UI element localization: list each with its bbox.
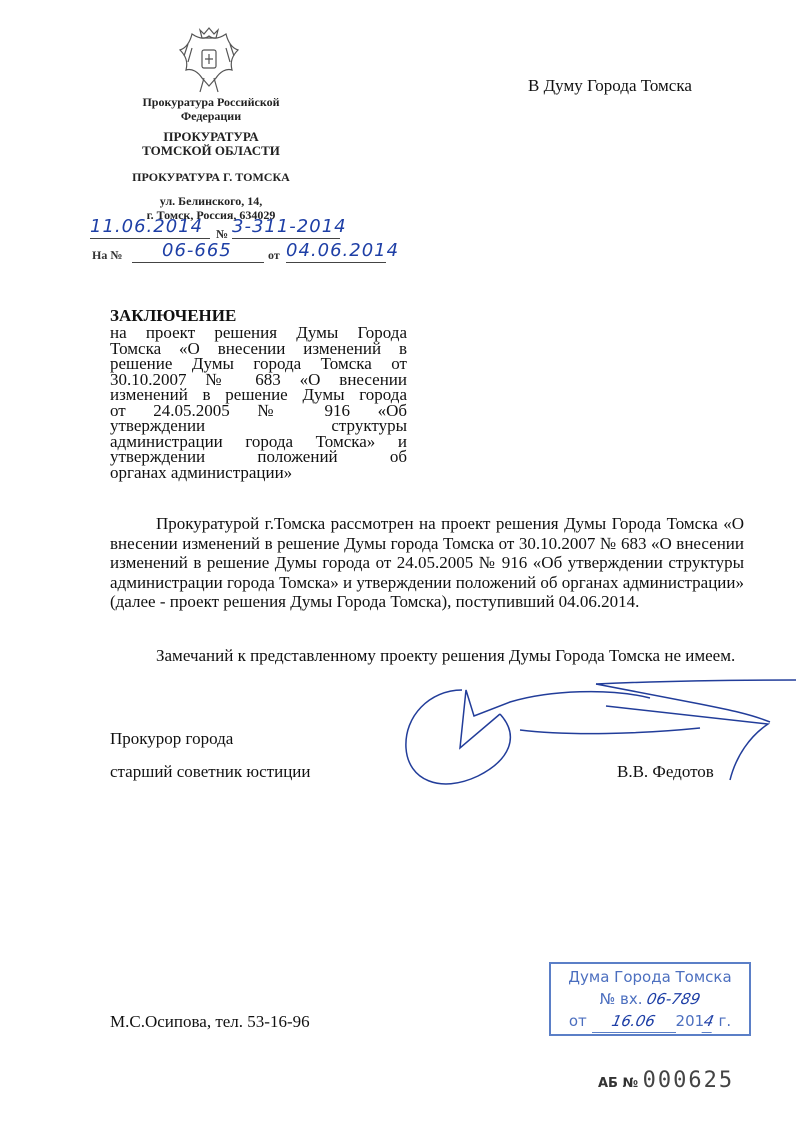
city-prosecutor: ПРОКУРАТУРА Г. ТОМСКА — [132, 170, 290, 184]
out-number-label: № — [216, 227, 229, 241]
subject-line: на проект решения Думы Города — [110, 323, 407, 342]
serial-label: АБ № — [598, 1076, 639, 1091]
org-line-2: Федерации — [180, 109, 242, 123]
subject-line: 30.10.2007 № 683 «О внесении — [110, 369, 407, 389]
subject-line: утверждении положений об — [110, 447, 407, 466]
org-name — [116, 95, 306, 123]
in-reply-label: На № — [92, 248, 123, 262]
executor-contact: М.С.Осипова, тел. 53-16-96 — [110, 1012, 310, 1031]
stamp-date-line — [592, 1010, 676, 1033]
signatory-position-1: Прокурор города — [110, 729, 234, 748]
signatory-name: В.В. Федотов — [617, 762, 714, 781]
out-number: 3-311-2014 — [232, 216, 347, 237]
in-reply-date-line — [286, 240, 400, 263]
subject-line: Томска «О внесении изменений в — [110, 338, 407, 358]
body-paragraph-1: Прокуратурой г.Томска рассмотрен на проект решения Думы Города Томска «О внесении изменений в решение Думы города Томска от 30.10.2007 № 683 «О внесении изменений в решение Думы города от 24.05.2005 № 916 «Об утверждении структуры администрации города Томска» и утверждении положений об органах администрации» (далее - проект решения Думы Города Томска), поступивший 04.06.2014. — [110, 514, 744, 611]
document-title: ЗАКЛЮЧЕНИЕ — [110, 306, 237, 325]
stamp-date: 16.06 — [610, 1012, 657, 1030]
region-name — [116, 130, 306, 158]
stamp-number-label: № вх. — [599, 990, 643, 1008]
stamp-number: 06-789 — [645, 990, 703, 1008]
in-reply-date-label: от — [268, 248, 280, 262]
region-line-2: ТОМСКОЙ ОБЛАСТИ — [142, 143, 280, 158]
stamp-org: Дума Города Томска — [568, 968, 732, 986]
addressee: В Думу Города Томска — [528, 76, 692, 95]
address-line-2: г. Томск, Россия, 634029 — [146, 208, 276, 222]
stamp-date-suffix: г. — [718, 1012, 732, 1030]
stamp-number-row — [551, 988, 749, 1010]
document-subject — [110, 325, 407, 480]
out-date: 11.06.2014 — [90, 216, 204, 237]
subject-line: решение Думы города Томска от — [110, 354, 407, 373]
subject-line: от 24.05.2005 № 916 «Об — [110, 400, 407, 420]
subject-line: утверждении структуры — [110, 416, 407, 435]
body-paragraph-2: Замечаний к представленному проекту решения Думы Города Томска не имеем. — [156, 646, 736, 665]
in-reply-date: 04.06.2014 — [286, 240, 400, 261]
address-line-1: ул. Белинского, 14, — [159, 194, 263, 208]
subject-line: органах администрации» — [110, 462, 293, 482]
out-date-line — [90, 216, 210, 239]
handwritten-signature — [400, 676, 800, 806]
stamp-year-digit: 4 — [702, 1010, 716, 1033]
stamp-date-label: от — [568, 1012, 587, 1030]
coat-of-arms-icon — [176, 26, 242, 94]
in-reply-number: 06-665 — [162, 240, 232, 261]
serial-number — [598, 1068, 734, 1093]
in-reply-number-line — [132, 240, 264, 263]
incoming-registration-stamp — [549, 962, 751, 1036]
serial-value: 000625 — [642, 1068, 735, 1093]
stamp-year-prefix: 201 — [675, 1012, 705, 1030]
out-number-line — [232, 216, 347, 239]
stamp-date-row — [551, 1010, 749, 1033]
region-line-1: ПРОКУРАТУРА — [163, 129, 259, 144]
org-line-1: Прокуратура Российской — [142, 95, 280, 109]
signatory-position-2: старший советник юстиции — [110, 762, 311, 781]
subject-line: изменений в решение Думы города — [110, 385, 407, 404]
subject-line: администрации города Томска» и — [110, 431, 407, 451]
